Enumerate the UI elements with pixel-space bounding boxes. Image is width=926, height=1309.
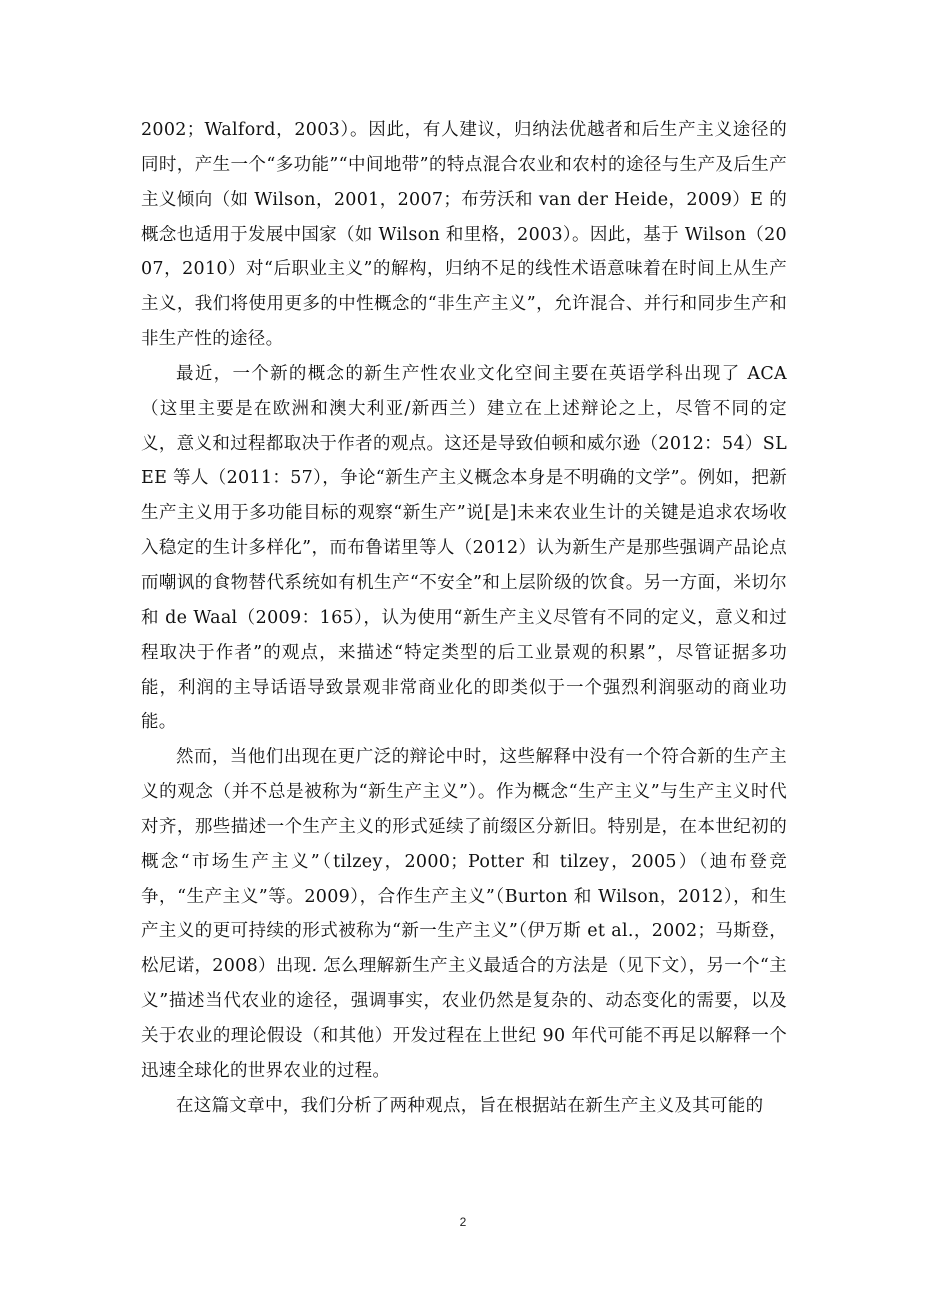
paragraph-continued: 2002；Walford，2003）。因此，有人建议，归纳法优越者和后生产主义途径的同时，产生一个“多功能”“中间地带”的特点混合农业和农村的途径与生产及后生产主义倾向（如 Wilson，2001，2007；布劳沃和 van der Heide，2009）E 的概念也适用于发展中国家（如 Wilson 和里格，2003）。因此，基于 Wilson（2007，2010）对“后职业主义”的解构，归纳不足的线性术语意味着在时间上从生产主义，我们将使用更多的中性概念的“非生产主义”，允许混合、并行和同步生产和非生产性的途径。 — [141, 120, 787, 350]
paragraph: 最近，一个新的概念的新生产性农业文化空间主要在英语学科出现了 ACA（这里主要是在欧洲和澳大利亚/新西兰）建立在上述辩论之上，尽管不同的定义，意义和过程都取决于作者的观点。这还是导致伯顿和威尔逊（2012：54）SLEE 等人（2011：57），争论“新生产主义概念本身是不明确的文学”。例如，把新生产主义用于多功能目标的观察“新生产”说[是]未来农业生计的关键是追求农场收入稳定的生计多样化”，而布鲁诺里等人（2012）认为新生产是那些强调产品论点而嘲讽的食物替代系统如有机生产“不安全”和上层阶级的饮食。另一方面，米切尔和 de Waal（2009：165），认为使用“新生产主义尽管有不同的定义，意义和过程取决于作者”的观点，来描述“特定类型的后工业景观的积累”，尽管证据多功能，利润的主导话语导致景观非常商业化的即类似于一个强烈利润驱动的商业功能。 — [141, 363, 787, 733]
document-body — [141, 113, 787, 1123]
paragraph: 然而，当他们出现在更广泛的辩论中时，这些解释中没有一个符合新的生产主义的观念（并不总是被称为“新生产主义”）。作为概念“生产主义”与生产主义时代对齐，那些描述一个生产主义的形式延续了前缀区分新旧。特别是，在本世纪初的概念“市场生产主义”（tilzey，2000；Potter 和 tilzey，2005）（迪布登竞争，“生产主义”等。2009），合作生产主义”（Burton 和 Wilson，2012），和生产主义的更可持续的形式被称为“新一生产主义”（伊万斯 et al.，2002；马斯登，松尼诺，2008）出现. 怎么理解新生产主义最适合的方法是（见下文），另一个“主义”描述当代农业的途径，强调事实，农业仍然是复杂的、动态变化的需要，以及关于农业的理论假设（和其他）开发过程在上世纪 90 年代可能不再足以解释一个迅速全球化的世界农业的过程。 — [141, 747, 787, 1081]
paragraph: 在这篇文章中，我们分析了两种观点，旨在根据站在新生产主义及其可能的 — [176, 1095, 764, 1116]
page-number: 2 — [459, 1215, 467, 1229]
